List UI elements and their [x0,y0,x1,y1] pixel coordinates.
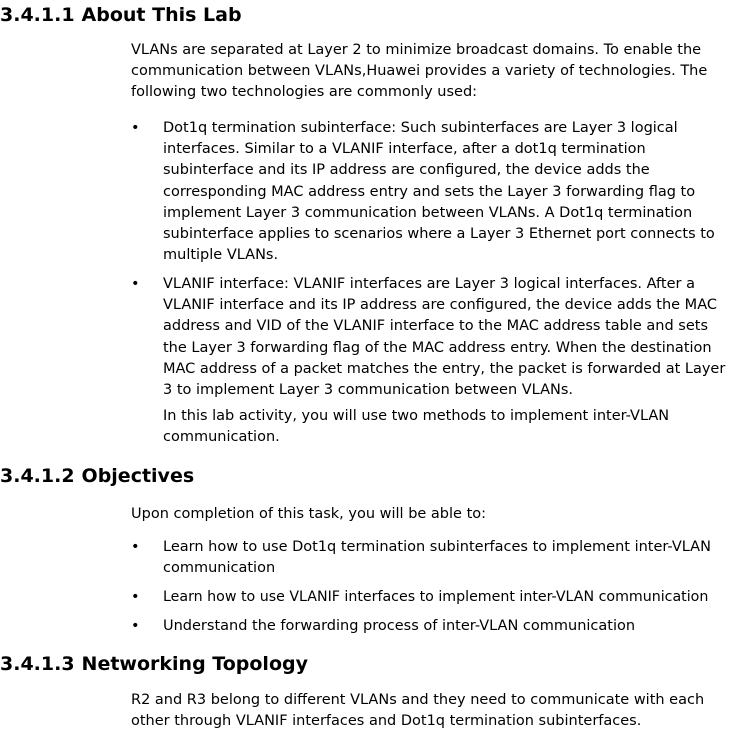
bullet-icon: • [131,618,140,634]
section-number: 3.4.1.3 [0,653,75,675]
objective-text: Learn how to use Dot1q termination subinterfaces to implement inter-VLAN communication [163,539,711,577]
list-item [131,274,736,401]
list-item [131,616,731,637]
bullet-text-dot1q: Dot1q termination subinterface: Such subinterfaces are Layer 3 logical interfaces. Similar to a VLANIF interface, after a dot1q termination subinterface and its IP address are configured, the device adds the corresponding MAC address entry and sets the Layer 3 forwarding flag to implement Layer 3 communication between VLANs. A Dot1q termination subinterface applies to scenarios where a Layer 3 Ethernet port connects to multiple VLANs. [163,120,715,264]
bullet-icon: • [131,539,140,555]
list-item [131,118,731,266]
objective-text: Understand the forwarding process of inter-VLAN communication [163,618,636,634]
bullet-text-vlanif: VLANIF interface: VLANIF interfaces are Layer 3 logical interfaces. After a VLANIF interface and its IP address are configured, the device adds the MAC address and VID of the VLANIF interface to the MAC address table and sets the Layer 3 forwarding flag of the MAC address entry. When the destination MAC address of a packet matches the entry, the packet is forwarded at Layer 3 to implement Layer 3 communication between VLANs. [163,276,726,399]
section-title: Networking Topology [81,653,308,675]
section-number: 3.4.1.2 [0,465,75,487]
topology-intro-paragraph: R2 and R3 belong to different VLANs and they need to communicate with each other through VLANIF interfaces and Dot1q termination subinterfaces. [131,692,705,730]
about-closing-paragraph: In this lab activity, you will use two methods to implement inter-VLAN communication. [163,408,670,446]
section-number: 3.4.1.1 [0,4,75,26]
objective-text: Learn how to use VLANIF interfaces to implement inter-VLAN communication [163,589,709,605]
bullet-icon: • [131,120,140,136]
section-title: About This Lab [81,4,242,26]
list-item [131,587,739,608]
section-heading-objectives [0,464,194,488]
section-heading-networking-topology [0,652,308,676]
bullet-icon: • [131,276,140,292]
about-intro-paragraph: VLANs are separated at Layer 2 to minimize broadcast domains. To enable the communication between VLANs,Huawei provides a variety of technologies. The following two technologies are commonly used: [131,42,708,101]
bullet-icon: • [131,589,140,605]
section-heading-about-this-lab [0,3,242,27]
objectives-intro-paragraph: Upon completion of this task, you will be able to: [131,506,487,522]
list-item [131,537,731,579]
section-title: Objectives [81,465,195,487]
